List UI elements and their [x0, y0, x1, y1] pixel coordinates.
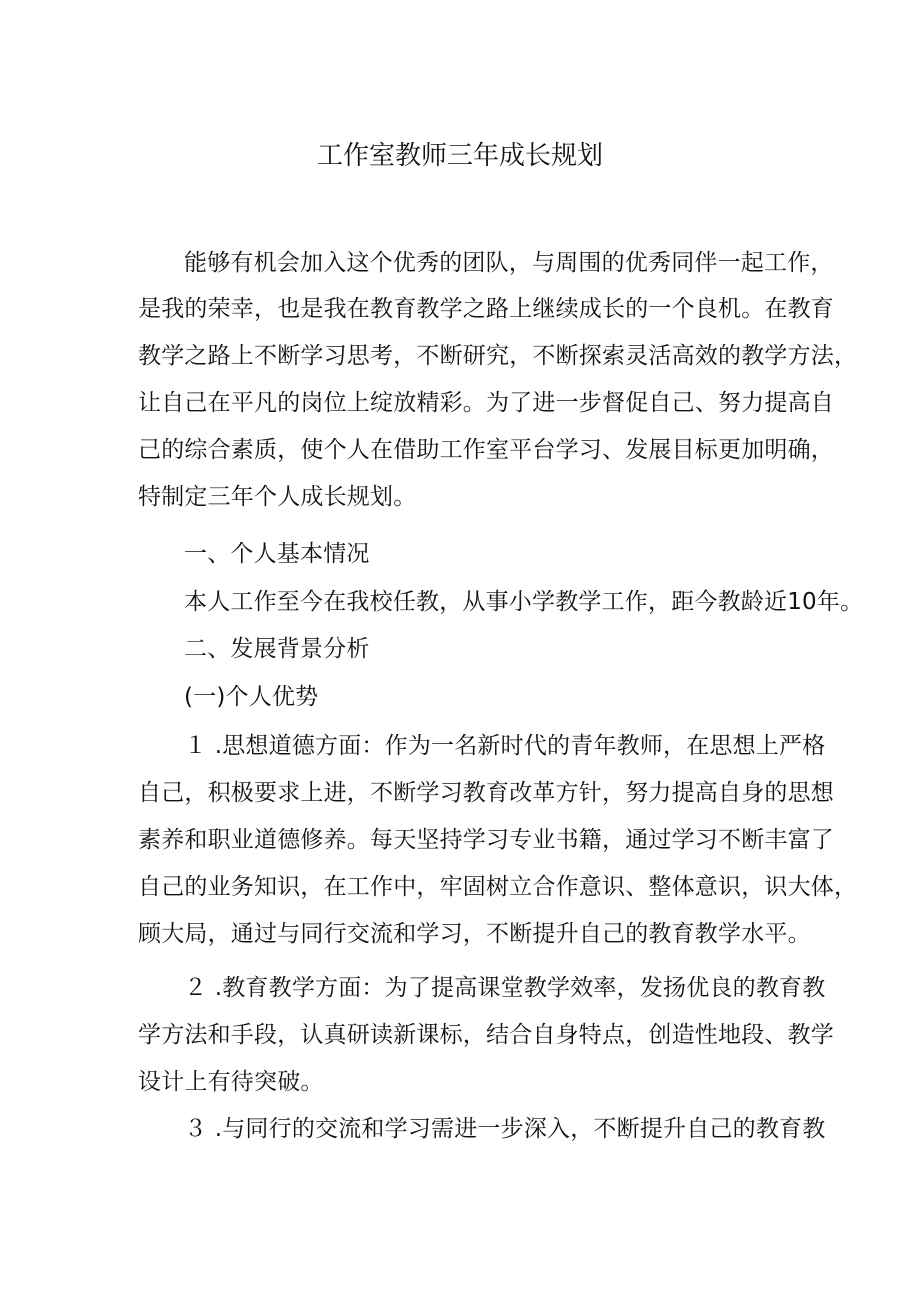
intro-line: 特制定三年个人成长规划。	[138, 484, 417, 510]
item1-line: １ .思想道德方面：作为一名新时代的青年教师，在思想上严格	[184, 733, 826, 759]
intro-line: 是我的荣幸，也是我在教育教学之路上继续成长的一个良机。在教育	[138, 296, 834, 322]
item3-line: ３ .与同行的交流和学习需进一步深入，不断提升自己的教育教	[184, 1116, 826, 1142]
item1-line: 顾大局，通过与同行交流和学习，不断提升自己的教育教学水平。	[138, 921, 811, 947]
section-heading-background: 二、发展背景分析	[184, 636, 370, 662]
item1-line: 自己的业务知识，在工作中，牢固树立合作意识、整体意识，识大体，	[138, 874, 858, 900]
section-heading-basic-info: 一、个人基本情况	[184, 541, 370, 567]
intro-line: 教学之路上不断学习思考，不断研究，不断探索灵活高效的教学方法，	[138, 343, 858, 369]
item2-line: 学方法和手段，认真研读新课标，结合自身特点，创造性地段、教学	[138, 1022, 834, 1048]
item1-line: 自己，积极要求上进，不断学习教育改革方针，努力提高自身的思想	[138, 780, 834, 806]
subsection-heading-strengths: (一)个人优势	[184, 684, 319, 710]
basic-info-text: 本人工作至今在我校任教，从事小学教学工作，距今教龄近10年。	[184, 589, 864, 615]
intro-line: 己的综合素质，使个人在借助工作室平台学习、发展目标更加明确，	[138, 437, 834, 463]
item2-line: ２ .教育教学方面：为了提高课堂教学效率，发扬优良的教育教	[184, 975, 826, 1001]
item1-line: 素养和职业道德修养。每天坚持学习专业书籍，通过学习不断丰富了	[138, 827, 834, 853]
intro-line: 让自己在平凡的岗位上绽放精彩。为了进一步督促自己、努力提高自	[138, 390, 834, 416]
item2-line: 设计上有待突破。	[138, 1069, 324, 1095]
intro-line: 能够有机会加入这个优秀的团队，与周围的优秀同伴一起工作，	[184, 250, 834, 276]
document-title: 工作室教师三年成长规划	[316, 141, 603, 171]
